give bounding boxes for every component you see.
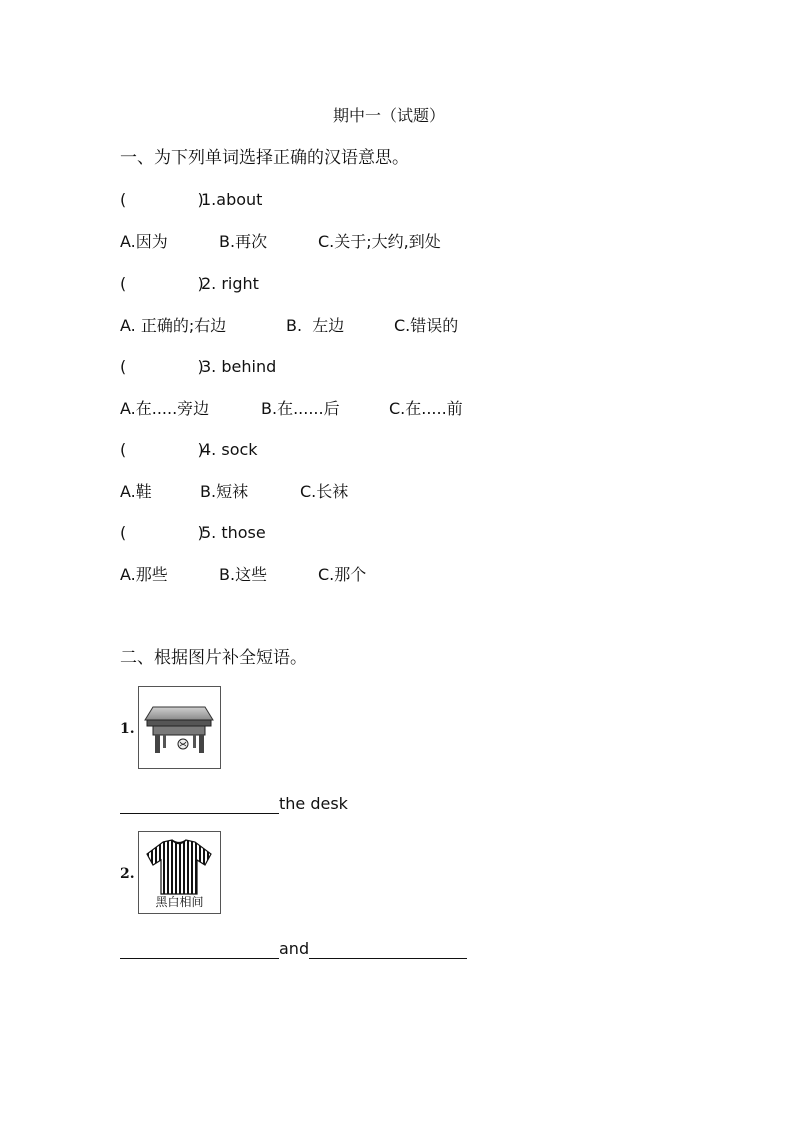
question-4-bracket: ( ) [120,440,204,459]
answer-blank-right[interactable] [309,942,467,959]
question-5-option-b: B.这些 [219,565,268,584]
question-5-option-a: A.那些 [120,565,168,584]
question-1-bracket: ( ) [120,190,204,209]
question-4-option-c: C.长袜 [300,482,349,501]
question-5-word: 5. those [201,523,266,542]
question-2-word: 2. right [201,274,259,293]
question-5-bracket: ( ) [120,523,204,542]
question-4-word: 4. sock [201,440,258,459]
question-3-bracket: ( ) [120,357,204,376]
question-2-option-c: C.错误的 [394,316,459,335]
question-2-option-a: A. 正确的;右边 [120,316,227,335]
question-4-option-a: A.鞋 [120,482,152,501]
item-2-number: 2. [120,866,135,882]
question-2-option-b: B. 左边 [286,316,345,335]
question-5-option-c: C.那个 [318,565,367,584]
question-2-bracket: ( ) [120,274,204,293]
desk-with-ball-icon [139,687,220,768]
question-1-option-b: B.再次 [219,232,268,251]
shirt-caption: 黑白相间 [155,895,204,909]
question-4-option-b: B.短袜 [200,482,249,501]
item-1-line [120,794,348,814]
item-2-line [120,939,467,959]
question-1-option-a: A.因为 [120,232,168,251]
item-1-number: 1. [120,721,135,737]
question-1-word: 1.about [201,190,263,209]
item-2-text: and [279,939,310,958]
question-3-option-a: A.在.....旁边 [120,399,210,418]
question-1-option-c: C.关于;大约,到处 [318,232,441,251]
question-3-word: 3. behind [201,357,277,376]
section2-heading: 二、根据图片补全短语。 [120,648,307,668]
question-3-option-c: C.在.....前 [389,399,463,418]
desk-picture [138,686,221,769]
page-title: 期中一（试题） [333,106,446,125]
section1-heading: 一、为下列单词选择正确的汉语意思。 [120,148,409,168]
item-1-text: the desk [279,794,348,813]
question-3-option-b: B.在......后 [261,399,340,418]
shirt-picture [138,831,221,914]
answer-blank[interactable] [120,797,279,814]
answer-blank-left[interactable] [120,942,279,959]
